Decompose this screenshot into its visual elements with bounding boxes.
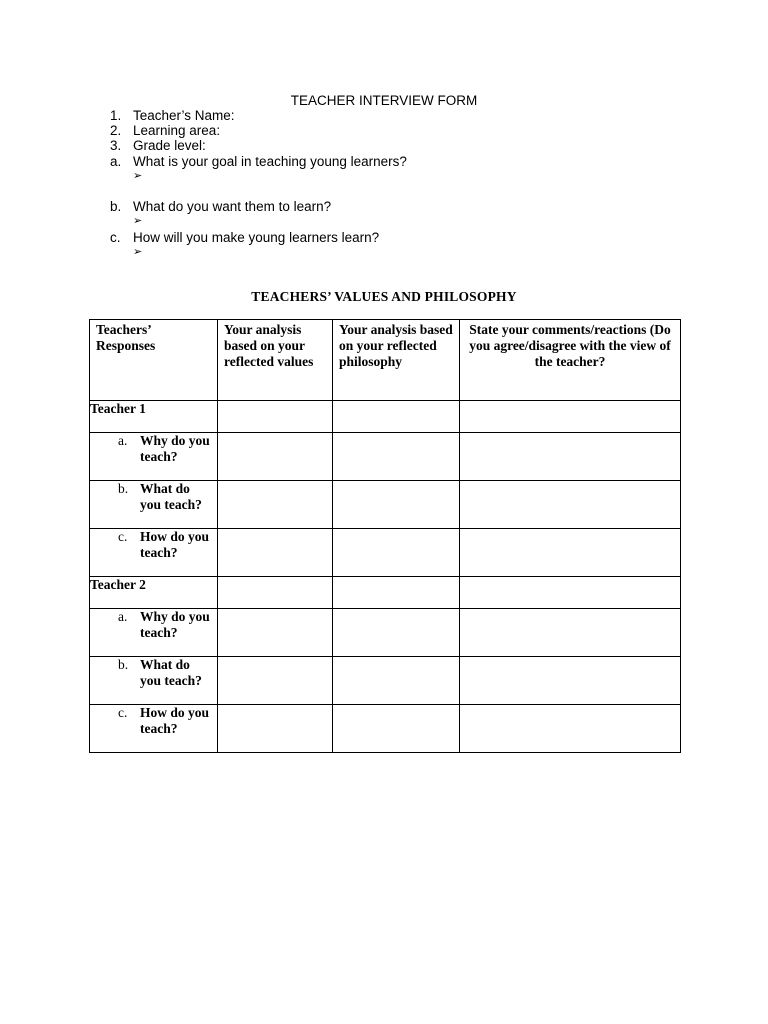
question-cell [90,529,218,577]
table-row-question [90,705,681,753]
values-input-cell[interactable] [218,481,333,529]
comments-input-cell[interactable] [460,433,681,481]
question-cell [90,433,218,481]
list-item-text: What is your goal in teaching young learners? [133,154,407,169]
comments-input-cell[interactable] [460,529,681,577]
philosophy-input-cell[interactable] [333,433,460,481]
comments-input-cell[interactable] [460,705,681,753]
question-marker: c. [118,705,128,720]
list-item-text: Grade level: [133,138,206,153]
table-row-question [90,609,681,657]
comments-input-cell[interactable] [460,401,681,433]
table-row-teacher [90,577,681,609]
list-marker: 2. [110,123,122,138]
values-input-cell[interactable] [218,705,333,753]
question-marker: a. [118,609,128,624]
header-philosophy-analysis: Your analysis based on your reflected philosophy [333,320,460,401]
question-marker: b. [118,481,129,496]
header-comments: State your comments/reactions (Do you agree/disagree with the view of the teacher? [460,320,681,401]
philosophy-input-cell[interactable] [333,401,460,433]
question-cell [90,481,218,529]
list-item-text: What do you want them to learn? [133,199,332,214]
table-row-question [90,529,681,577]
values-input-cell[interactable] [218,577,333,609]
arrow-bullet-icon: ➢ [133,169,143,182]
teacher-label: Teacher 1 [90,401,146,416]
question-text: What do you teach? [140,481,202,512]
values-input-cell[interactable] [218,529,333,577]
table-header-row [90,320,681,401]
question-cell [90,657,218,705]
question-text: How do you teach? [140,705,210,736]
list-marker: c. [110,230,121,245]
table-row-teacher [90,401,681,433]
philosophy-input-cell[interactable] [333,529,460,577]
list-marker: a. [110,154,122,169]
values-input-cell[interactable] [218,609,333,657]
question-marker: c. [118,529,128,544]
question-cell [90,609,218,657]
list-item-text: Teacher’s Name: [133,108,235,123]
question-text: How do you teach? [140,529,210,560]
philosophy-input-cell[interactable] [333,577,460,609]
question-marker: a. [118,433,128,448]
comments-input-cell[interactable] [460,577,681,609]
teacher-label-cell [90,401,218,433]
form-title: TEACHER INTERVIEW FORM [290,93,478,108]
question-text: Why do you teach? [140,609,210,640]
question-marker: b. [118,657,129,672]
list-item-text: How will you make young learners learn? [133,230,380,245]
question-text: What do you teach? [140,657,202,688]
question-text: Why do you teach? [140,433,210,464]
table-row-question [90,657,681,705]
philosophy-input-cell[interactable] [333,609,460,657]
arrow-bullet-icon: ➢ [133,214,143,227]
table-row-question [90,481,681,529]
values-input-cell[interactable] [218,401,333,433]
philosophy-input-cell[interactable] [333,657,460,705]
comments-input-cell[interactable] [460,481,681,529]
table-row-question [90,433,681,481]
list-marker: 1. [110,108,122,123]
values-input-cell[interactable] [218,433,333,481]
teacher-label-cell [90,577,218,609]
arrow-bullet-icon: ➢ [133,245,143,258]
philosophy-input-cell[interactable] [333,705,460,753]
comments-input-cell[interactable] [460,657,681,705]
section-title: TEACHERS’ VALUES AND PHILOSOPHY [251,289,517,304]
list-item-text: Learning area: [133,123,221,138]
comments-input-cell[interactable] [460,609,681,657]
list-marker: b. [110,199,122,214]
header-responses: Teachers’ Responses [90,320,218,401]
teacher-label: Teacher 2 [90,577,146,592]
header-values-analysis: Your analysis based on your reflected values [218,320,333,401]
values-philosophy-table [89,319,681,753]
question-cell [90,705,218,753]
values-input-cell[interactable] [218,657,333,705]
list-marker: 3. [110,138,122,153]
philosophy-input-cell[interactable] [333,481,460,529]
